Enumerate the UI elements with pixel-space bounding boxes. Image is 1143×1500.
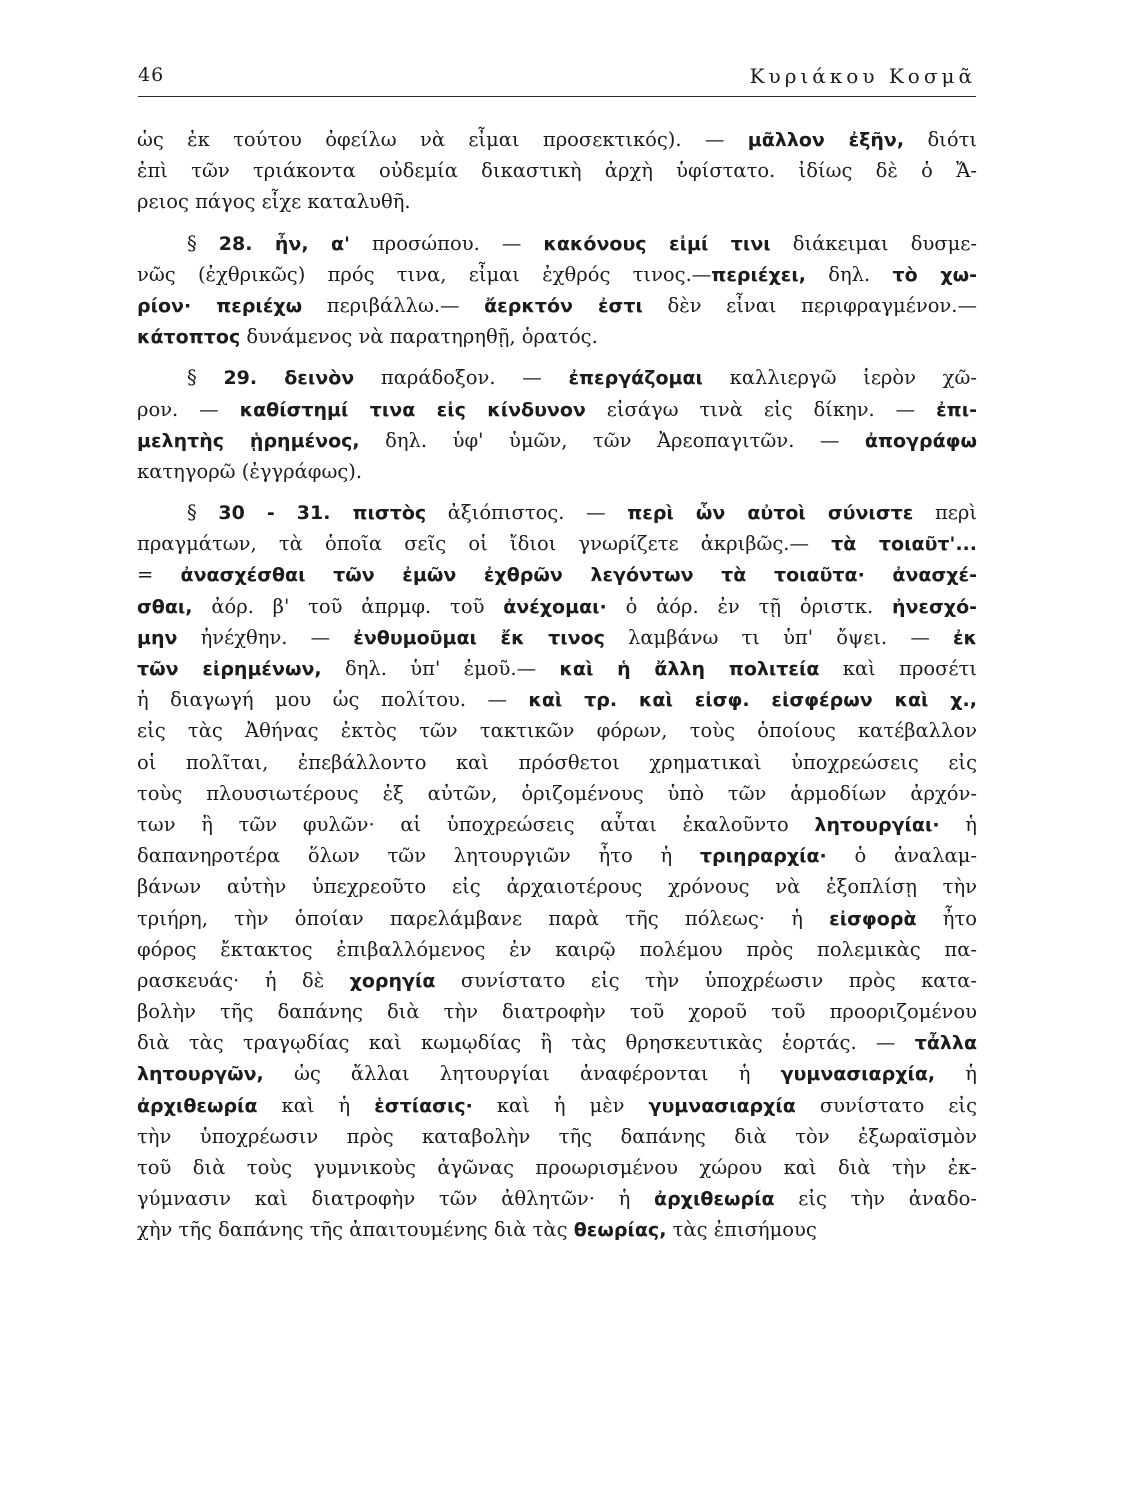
gloss-text: ὁ ἀόρ. ἐν τῇ ὁριστκ.	[606, 594, 892, 618]
text-line	[137, 186, 977, 217]
gloss-text: βολὴν τῆς δαπάνης διὰ τὴν διατροφὴν τοῦ χοροῦ τοῦ προοριζομένου	[137, 1000, 977, 1024]
lemma-term: χορηγία	[349, 969, 436, 992]
lemma-term: τἆλλα	[914, 1032, 977, 1055]
gloss-text: τοῦ διὰ τοὺς γυμνικοὺς ἀγῶνας προωρισμένου χώρου καὶ διὰ τὴν ἐκ-	[137, 1156, 977, 1179]
text-line	[137, 290, 977, 321]
lemma-term: ἀρχιθεωρία	[137, 1094, 258, 1117]
lemma-term: 28. ἦν, α'	[218, 232, 350, 255]
lemma-term: μην	[137, 626, 178, 649]
lemma-term: ἐπεργάζομαι	[568, 367, 703, 390]
text-line	[137, 684, 977, 715]
text-line	[137, 809, 977, 840]
gloss-text: νῶς (ἐχθρικῶς) πρός τινα, εἶμαι ἐχθρός τινος.—	[137, 262, 712, 286]
lemma-term: ἄερκτόν ἐστι	[484, 294, 643, 317]
gloss-text: συνίστατο εἰς	[795, 1093, 977, 1117]
lemma-term: λητουργίαι·	[814, 813, 940, 836]
text-line	[137, 591, 977, 622]
gloss-text: διότι	[904, 128, 977, 151]
gloss-text: =	[137, 563, 181, 587]
text-line	[137, 124, 977, 155]
lemma-term: κακόνους εἰμί τινι	[543, 232, 771, 255]
gloss-text: καὶ προσέτι	[819, 657, 977, 680]
lemma-term: μᾶλλον ἐξῆν,	[747, 129, 905, 151]
text-line	[137, 934, 977, 965]
gloss-text: βάνων αὐτὴν ὑπεχρεοῦτο εἰς ἀρχαιοτέρους χρόνους νὰ ἐξοπλίσῃ τὴν	[137, 875, 977, 899]
gloss-text: οἱ πολῖται, ἐπεβάλλοντο καὶ πρόσθετοι χρηματικαὶ ὑποχρεώσεις εἰς	[137, 750, 977, 774]
text-line	[137, 155, 977, 186]
lemma-term: γυμνασιαρχία	[648, 1094, 796, 1117]
lemma-term: ἀνέχομαι·	[503, 595, 607, 618]
gloss-text: δηλ. ὑπ' ἐμοῦ.—	[321, 657, 560, 680]
lemma-term: τὸ χω-	[892, 263, 977, 286]
text-line	[137, 528, 977, 559]
lemma-term: καὶ τρ. καὶ εἰσφ. εἰσφέρων καὶ χ.,	[528, 689, 977, 712]
text-line	[137, 965, 977, 996]
gloss-text: §	[187, 231, 219, 255]
lemma-term: ἀνασχέσθαι τῶν ἐμῶν ἐχθρῶν λεγόντων τὰ τοιαῦτα· ἀνασχέ-	[180, 564, 977, 587]
gloss-text: δηλ. ὑφ' ὑμῶν, τῶν Ἀρεοπαγιτῶν. —	[359, 428, 865, 452]
text-line	[137, 394, 977, 425]
text-line	[137, 715, 977, 746]
text-line	[137, 1183, 977, 1214]
text-line	[137, 425, 977, 456]
gloss-text: χὴν τῆς δαπάνης τῆς ἀπαιτουμένης διὰ τὰς	[137, 1218, 574, 1242]
gloss-text: ἡ διαγωγή μου ὡς πολίτου. —	[137, 688, 529, 712]
gloss-text: ὁ ἀναλαμ-	[826, 844, 977, 868]
gloss-text: κατηγορῶ (ἐγγράφως).	[137, 459, 363, 483]
text-line	[137, 1214, 977, 1245]
gloss-text: περιβάλλω.—	[302, 293, 485, 317]
lemma-term: περιέχει,	[711, 263, 806, 286]
page-header	[138, 62, 976, 97]
page-number: 46	[138, 64, 165, 86]
gloss-text: προσώπου. —	[349, 231, 544, 255]
lemma-term: τὰ τοιαῦτ'...	[831, 533, 977, 556]
gloss-text: τοὺς πλουσιωτέρους ἐξ αὐτῶν, ὁριζομένους ὑπὸ τῶν ἁρμοδίων ἀρχόν-	[137, 781, 977, 805]
text-line	[137, 1121, 977, 1152]
lemma-term: ἐπι-	[936, 398, 977, 421]
lemma-term: 29. δεινὸν	[223, 367, 355, 390]
gloss-text: ἠνέχθην. —	[177, 625, 354, 649]
gloss-text: καὶ ἡ μὲν	[472, 1093, 649, 1117]
gloss-text: συνίστατο εἰς τὴν ὑποχρέωσιν πρὸς κατα-	[435, 968, 977, 992]
lemma-term: ἠνεσχό-	[891, 595, 977, 618]
gloss-text: διάκειμαι δυσμε-	[770, 231, 977, 255]
text-line	[137, 259, 977, 290]
lemma-term: περὶ ὧν αὐτοὶ σύνιστε	[627, 502, 914, 525]
lemma-term: σθαι,	[137, 595, 193, 618]
text-line	[137, 362, 977, 393]
text-line	[137, 1090, 977, 1121]
lemma-term: ἀρχιθεωρία	[654, 1188, 775, 1211]
gloss-text: τριήρη, τὴν ὁποίαν παρελάμβανε παρὰ τῆς πόλεως· ἡ	[137, 906, 830, 930]
text-line	[137, 622, 977, 653]
gloss-text: πραγμάτων, τὰ ὁποῖα σεῖς οἱ ἴδιοι γνωρίζετε ἀκριβῶς.—	[137, 532, 832, 556]
gloss-text: τὰς ἐπισήμους	[666, 1218, 817, 1242]
text-line	[137, 497, 977, 528]
gloss-text: καλλιεργῶ ἱερὸν χῶ-	[702, 366, 977, 390]
running-title: Κυριάκου Κοσμᾶ	[749, 64, 976, 88]
gloss-text: ρον. —	[137, 397, 240, 421]
gloss-text: τὴν ὑποχρέωσιν πρὸς καταβολὴν τῆς δαπάνης διὰ τὸν ἐξωραϊσμὸν	[137, 1124, 977, 1148]
gloss-text: διὰ τὰς τραγῳδίας καὶ κωμῳδίας ἢ τὰς θρησκευτικὰς ἑορτάς. —	[137, 1031, 915, 1055]
lemma-term: ρίον· περιέχω	[137, 294, 303, 317]
gloss-text: δυνάμενος νὰ παρατηρηθῇ, ὁρατός.	[240, 325, 598, 349]
lemma-term: τῶν εἰρημένων,	[137, 658, 322, 680]
lemma-term: ἑστίασις·	[374, 1094, 473, 1117]
lemma-term: καὶ ἡ ἄλλη πολιτεία	[559, 658, 820, 680]
text-line	[137, 747, 977, 778]
text-line	[137, 1027, 977, 1058]
gloss-text: ρειος πάγος εἶχε καταλυθῆ.	[137, 190, 411, 214]
text-line	[137, 559, 977, 590]
gloss-text: παράδοξον. —	[354, 366, 569, 390]
text-line	[137, 1152, 977, 1183]
gloss-text: §	[187, 501, 219, 525]
gloss-text: ἡ	[939, 812, 977, 836]
gloss-text: ἡ	[935, 1062, 977, 1086]
text-line	[137, 228, 977, 259]
gloss-text: περὶ	[913, 501, 977, 525]
lemma-term: καθίστημί τινα εἰς κίνδυνον	[239, 398, 586, 421]
lemma-term: ἐκ	[952, 626, 977, 649]
text-line	[137, 456, 977, 487]
text-line	[137, 996, 977, 1027]
gloss-text: ἀξιόπιστος. —	[426, 501, 628, 525]
gloss-text: δηλ.	[805, 262, 893, 286]
gloss-text: εἰσάγω τινὰ εἰς δίκην. —	[585, 397, 937, 421]
gloss-text: ἀόρ. β' τοῦ ἀπρμφ. τοῦ	[192, 594, 504, 618]
lemma-term: 30 - 31. πιστὸς	[218, 502, 427, 525]
gloss-text: γύμνασιν καὶ διατροφὴν τῶν ἀθλητῶν· ἡ	[137, 1187, 655, 1211]
text-line	[137, 903, 977, 934]
gloss-text: ὡς ἄλλαι λητουργίαι ἀναφέρονται ἡ	[263, 1062, 781, 1086]
lemma-term: ἀπογράφω	[864, 429, 977, 452]
body-text	[137, 124, 977, 1246]
gloss-text: καὶ ἡ	[257, 1093, 375, 1117]
text-line	[137, 321, 977, 352]
lemma-term: εἰσφορὰ	[829, 907, 917, 930]
gloss-text: §	[187, 366, 224, 390]
text-line	[137, 1058, 977, 1089]
lemma-term: κάτοπτος	[137, 326, 241, 349]
gloss-text: εἰς τὴν ἀναδο-	[774, 1187, 977, 1211]
gloss-text: ἐπὶ τῶν τριάκοντα οὐδεμία δικαστικὴ ἀρχὴ ὑφίστατο. ἰδίως δὲ ὁ Ἄ-	[137, 159, 977, 183]
gloss-text: ἦτο	[916, 906, 977, 930]
gloss-text: δὲν εἶναι περιφραγμένον.—	[642, 293, 977, 317]
lemma-term: τριηραρχία·	[699, 845, 827, 868]
gloss-text: φόρος ἔκτακτος ἐπιβαλλόμενος ἐν καιρῷ πολέμου πρὸς πολεμικὰς πα-	[137, 937, 977, 961]
lemma-term: θεωρίας,	[573, 1219, 667, 1242]
lemma-term: γυμνασιαρχία,	[780, 1063, 936, 1086]
gloss-text: ὡς ἐκ τούτου ὀφείλω νὰ εἶμαι προσεκτικός). —	[137, 128, 748, 151]
lemma-term: μελητὴς ᾑρημένος,	[137, 429, 360, 452]
gloss-text: δαπανηροτέρα ὅλων τῶν λητουργιῶν ἦτο ἡ	[137, 844, 700, 868]
text-line	[137, 840, 977, 871]
text-line	[137, 871, 977, 902]
gloss-text: εἰς τὰς Ἀθήνας ἐκτὸς τῶν τακτικῶν φόρων, τοὺς ὁποίους κατέβαλλον	[137, 719, 977, 743]
lemma-term: ἐνθυμοῦμαι ἔκ τινος	[353, 626, 605, 649]
text-line	[137, 778, 977, 809]
text-line	[137, 653, 977, 684]
gloss-text: λαμβάνω τι ὑπ' ὄψει. —	[604, 625, 953, 649]
gloss-text: των ἢ τῶν φυλῶν· αἱ ὑποχρεώσεις αὗται ἐκαλοῦντο	[137, 812, 815, 836]
lemma-term: λητουργῶν,	[137, 1063, 264, 1086]
gloss-text: ρασκευάς· ἡ δὲ	[137, 968, 350, 992]
